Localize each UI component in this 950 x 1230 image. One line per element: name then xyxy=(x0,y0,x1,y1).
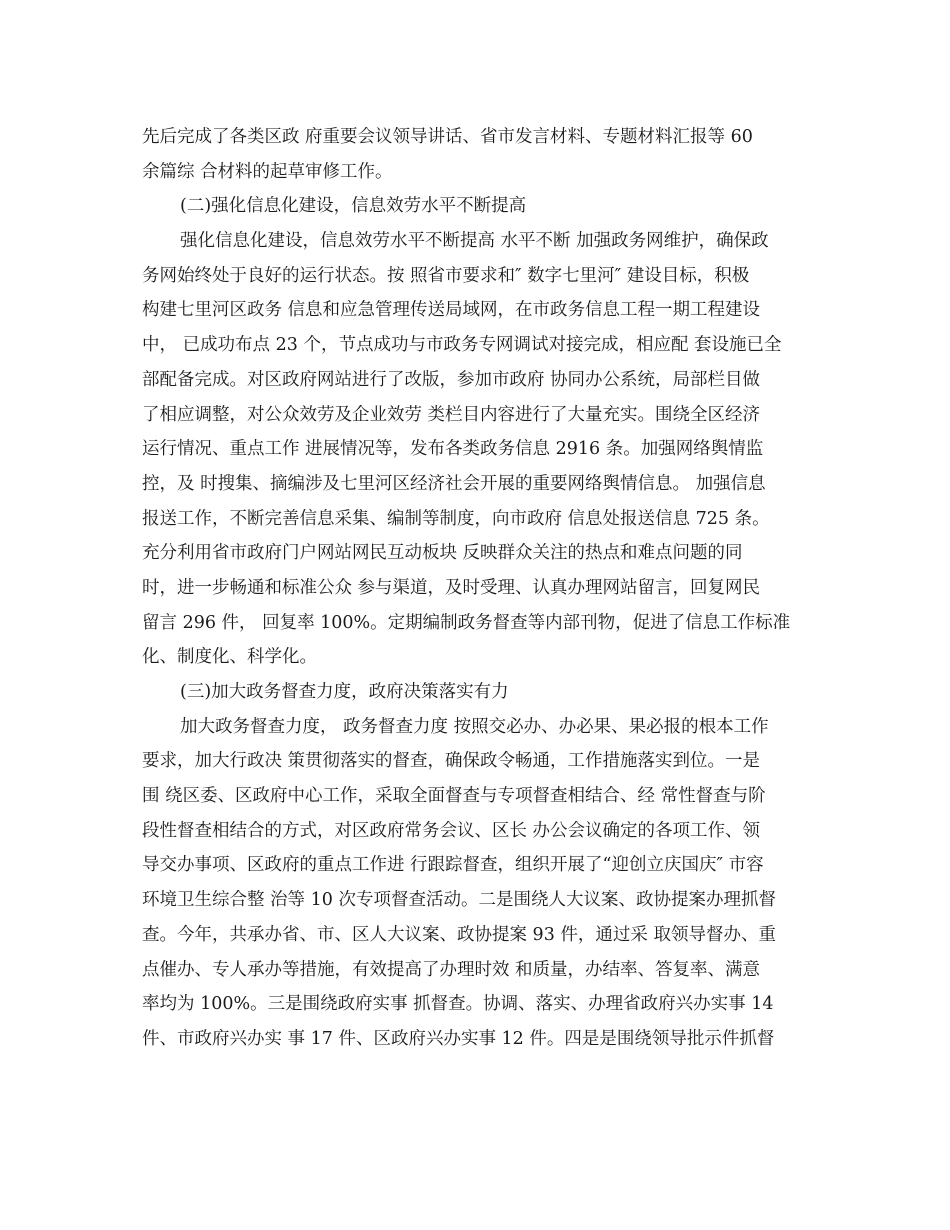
text-line: 报送工作，不断完善信息采集、编制等制度，向市政府 信息处报送信息 725 条。 xyxy=(142,508,770,529)
paragraph-first-line: 强化信息化建设，信息效劳水平不断提高 水平不断 加强政务网维护，确保政 xyxy=(180,231,769,252)
text-line: 部配备完成。对区政府网站进行了改版，参加市政府 协同办公系统，局部栏目做 xyxy=(142,369,761,390)
text-line: 留言 296 件， 回复率 100%。定期编制政务督查等内部刊物，促进了信息工作标准 xyxy=(142,612,791,633)
text-line: 要求，加大行政决 策贯彻落实的督查，确保政令畅通，工作措施落实到位。一是 xyxy=(142,751,761,772)
text-line: 中， 已成功布点 23 个，节点成功与市政务专网调试对接完成，相应配 套设施已全 xyxy=(142,335,782,356)
text-line: 运行情况、重点工作 进展情况等，发布各类政务信息 2916 条。加强网络舆情监 xyxy=(142,439,764,460)
paragraph-first-line: (三)加大政务督查力度，政府决策落实有力 xyxy=(180,682,509,702)
text-line: 了相应调整，对公众效劳及企业效劳 类栏目内容进行了大量充实。围绕全区经济 xyxy=(142,404,761,425)
text-line: 充分利用省市政府门户网站网民互动板块 反映群众关注的热点和难点问题的同 xyxy=(142,543,743,564)
document-body xyxy=(142,120,812,1057)
text-line: 控，及 时搜集、摘编涉及七里河区经济社会开展的重要网络舆情信息。 加强信息 xyxy=(142,473,766,494)
text-line: 导交办事项、区政府的重点工作进 行跟踪督查，组织开展了“迎创立庆国庆″ 市容 xyxy=(142,855,764,876)
text-line: 件、市政府兴办实 事 17 件、区政府兴办实事 12 件。四是是围绕领导批示件抓督 xyxy=(142,1028,775,1049)
text-line: 围 绕区委、区政府中心工作，采取全面督查与专项督查相结合、经 常性督查与阶 xyxy=(142,786,766,807)
text-line: 段性督查相结合的方式，对区政府常务会议、区长 办公会议确定的各项工作、领 xyxy=(142,820,761,841)
text-line: 率均为 100%。三是围绕政府实事 抓督查。协调、落实、办理省政府兴办实事 14 xyxy=(142,994,774,1015)
paragraph-first-line: (二)强化信息化建设，信息效劳水平不断提高 xyxy=(180,196,527,217)
text-line: 构建七里河区政务 信息和应急管理传送局域网，在市政务信息工程一期工程建设 xyxy=(142,300,761,321)
text-line: 务网始终处于良好的运行状态。按 照省市要求和″ 数字七里河″ 建设目标，积极 xyxy=(142,265,750,286)
text-line: 余篇综 合材料的起草审修工作。 xyxy=(142,161,393,182)
text-line: 环境卫生综合整 治等 10 次专项督查活动。二是围绕人大议案、政协提案办理抓督 xyxy=(142,890,776,911)
text-line: 点催办、专人承办等措施，有效提高了办理时效 和质量，办结率、答复率、满意 xyxy=(142,959,761,980)
text-line: 时，进一步畅通和标准公众 参与渠道，及时受理、认真办理网站留言，回复网民 xyxy=(142,577,761,598)
text-line: 查。今年，共承办省、市、区人大议案、政协提案 93 件，通过采 取领导督办、重 xyxy=(142,924,776,945)
text-line: 先后完成了各类区政 府重要会议领导讲话、省市发言材料、专题材料汇报等 60 xyxy=(142,127,753,147)
text-line: 化、制度化、科学化。 xyxy=(142,647,317,668)
paragraph-first-line: 加大政务督查力度， 政务督查力度 按照交必办、办必果、果必报的根本工作 xyxy=(180,716,769,737)
